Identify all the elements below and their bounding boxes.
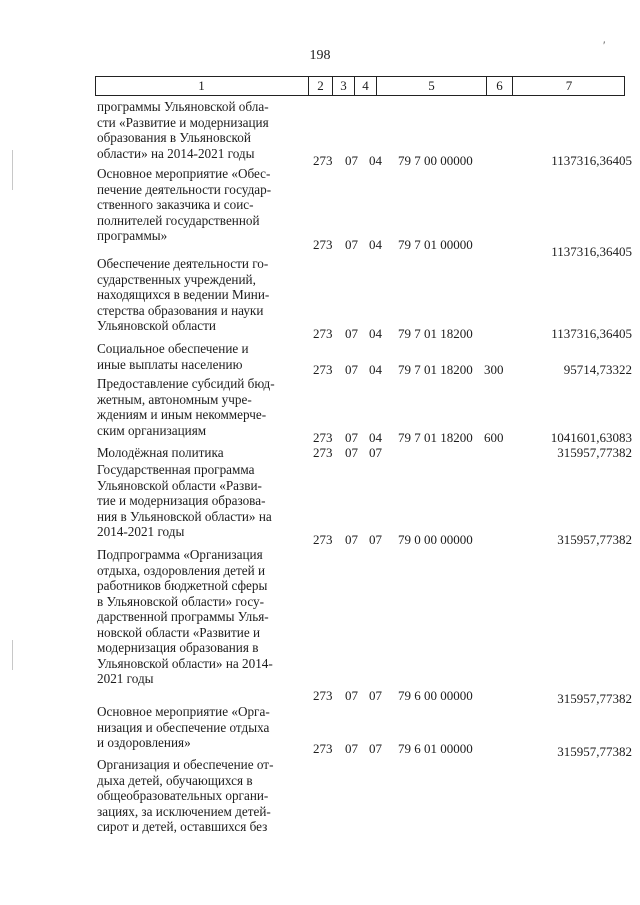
header-col-7: 7 [565, 78, 573, 93]
header-col-2: 2 [309, 77, 333, 95]
cell-target: 79 6 00 00000 [398, 688, 473, 703]
cell-subsection: 07 [369, 741, 382, 756]
scan-edge-mark [12, 640, 13, 670]
cell-amount: 315957,77382 [557, 744, 632, 759]
cell-subsection: 07 [369, 532, 382, 547]
corner-mark: ′ [603, 38, 606, 52]
cell-amount: 315957,77382 [557, 532, 632, 547]
cell-section: 07 [345, 741, 358, 756]
row-description: Подпрограмма «Организация отдыха, оздоровления детей и работников бюджетной сферы в Ульяновской области» госу- дарственной программы Улья- новской области «Развитие и модернизация образования в Ульяновской области» на 2014- 2021 годы [97, 547, 273, 686]
cell-subsection: 04 [369, 362, 382, 377]
cell-amount: 1041601,63083 [550, 430, 632, 445]
row-description: программы Ульяновской обла- сти «Развитие и модернизация образования в Ульяновской области» на 2014-2021 годы [97, 99, 269, 161]
cell-expense-type: 300 [484, 362, 504, 377]
cell-target: 79 7 01 18200 [398, 430, 473, 445]
cell-subsection: 04 [369, 237, 382, 252]
header-col-6: 6 [487, 77, 513, 95]
cell-subsection: 07 [369, 688, 382, 703]
cell-expense-type: 600 [484, 430, 504, 445]
cell-target: 79 7 01 00000 [398, 237, 473, 252]
header-col-1: 1 [95, 77, 309, 95]
cell-section: 07 [345, 430, 358, 445]
cell-section: 07 [345, 688, 358, 703]
row-description: Обеспечение деятельности го- сударственных учреждений, находящихся в ведении Мини- стерства образования и науки Ульяновской области [97, 256, 270, 333]
cell-section: 07 [345, 532, 358, 547]
cell-subsection: 04 [369, 153, 382, 168]
row-description: Социальное обеспечение и иные выплаты населению [97, 341, 249, 372]
row-description: Организация и обеспечение от- дыха детей, обучающихся в общеобразовательных органи- зациях, за исключением детей- сирот и детей, оставшихся без [97, 757, 274, 834]
row-description: Основное мероприятие «Обес- печение деятельности государ- ственного заказчика и соис- полнителей государственной программы» [97, 166, 272, 243]
row-description: Государственная программа Ульяновской области «Разви- тие и модернизация образова- ния в Ульяновской области» на 2014-2021 годы [97, 462, 272, 539]
row-description: Молодёжная политика [97, 445, 224, 460]
cell-code: 273 [313, 430, 333, 445]
cell-target: 79 6 01 00000 [398, 741, 473, 756]
cell-code: 273 [313, 532, 333, 547]
row-description: Основное мероприятие «Орга- низация и обеспечение отдыха и оздоровления» [97, 704, 270, 750]
header-col-3: 3 [333, 77, 355, 95]
cell-code: 273 [313, 153, 333, 168]
cell-target: 79 7 00 00000 [398, 153, 473, 168]
cell-section: 07 [345, 326, 358, 341]
cell-amount: 95714,73322 [563, 362, 632, 377]
cell-section: 07 [345, 153, 358, 168]
cell-target: 79 7 01 18200 [398, 326, 473, 341]
page-number: 198 [309, 48, 331, 63]
row-description: Предоставление субсидий бюд- жетным, автономным учре- ждениям и иным некоммерче- ским организациям [97, 376, 275, 438]
cell-amount: 1137316,36405 [551, 244, 632, 259]
cell-code: 273 [313, 445, 333, 460]
cell-code: 273 [313, 688, 333, 703]
cell-target: 79 0 00 00000 [398, 532, 473, 547]
cell-section: 07 [345, 362, 358, 377]
cell-target: 79 7 01 18200 [398, 362, 473, 377]
header-col-4: 4 [355, 77, 377, 95]
cell-section: 07 [345, 445, 358, 460]
cell-code: 273 [313, 237, 333, 252]
cell-code: 273 [313, 362, 333, 377]
scan-edge-mark [12, 150, 13, 190]
cell-subsection: 07 [369, 445, 382, 460]
header-col-5: 5 [377, 77, 487, 95]
cell-code: 273 [313, 741, 333, 756]
cell-subsection: 04 [369, 430, 382, 445]
cell-amount: 1137316,36405 [551, 326, 632, 341]
cell-section: 07 [345, 237, 358, 252]
cell-subsection: 04 [369, 326, 382, 341]
cell-amount: 315957,77382 [557, 691, 632, 706]
cell-amount: 315957,77382 [557, 445, 632, 460]
cell-code: 273 [313, 326, 333, 341]
cell-amount: 1137316,36405 [551, 153, 632, 168]
